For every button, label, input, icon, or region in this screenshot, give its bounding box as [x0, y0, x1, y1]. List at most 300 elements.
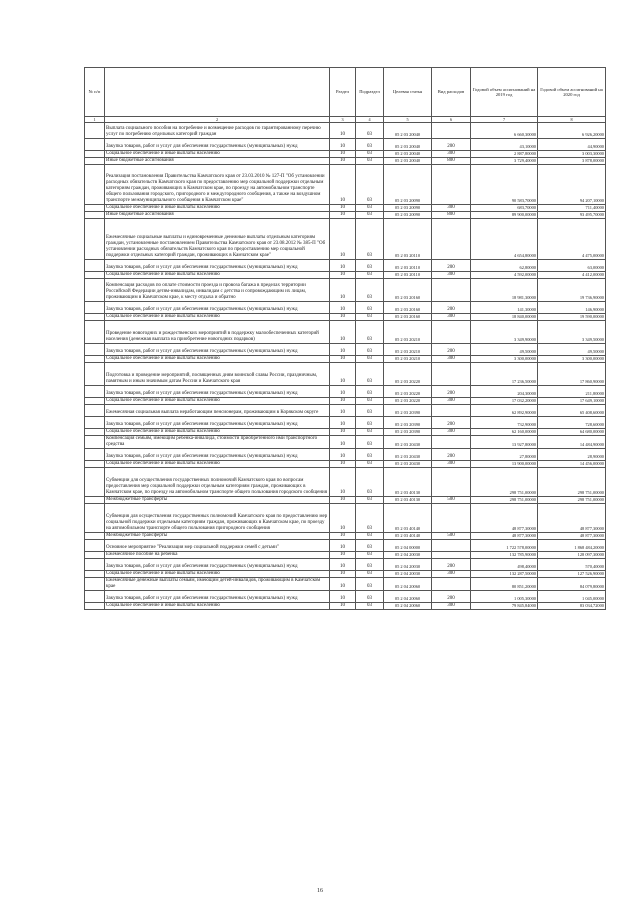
row-num-cell: [85, 571, 105, 578]
row-sum-2019-cell: 204,30000: [471, 386, 538, 398]
row-sum-2019-cell: 498,40000: [471, 559, 538, 571]
row-name-cell: Межбюджетные трансферты: [105, 497, 330, 504]
row-name-cell: Иные бюджетные ассигнования: [105, 212, 330, 219]
row-target-cell: 05 2 04 20030: [384, 552, 432, 559]
row-vid-cell: 300: [432, 314, 471, 321]
table-row: [85, 279, 606, 302]
row-podrazdel-cell: 03: [356, 571, 384, 578]
row-sum-2019-cell: 3 729,40000: [471, 158, 538, 165]
row-razdel-cell: 10: [330, 578, 356, 591]
header-target: Целевая статья: [384, 68, 432, 117]
row-vid-cell: [432, 504, 471, 533]
row-name-cell: Компенсация расходов по оплате стоимости проезда и провоза багажа в пределах территории Российской Федерации детям-инвалидам, инвалидам с детства и сопровождающим их лицам, проживающим в Камчатском крае, к месту отдыха и обратно: [105, 279, 330, 302]
row-sum-2019-cell: 48 877,30000: [471, 504, 538, 533]
row-sum-2020-cell: 728,60000: [538, 417, 606, 429]
row-sum-2020-cell: 146,90000: [538, 302, 606, 314]
row-podrazdel-cell: 03: [356, 468, 384, 497]
row-target-cell: 05 2 03 20430: [384, 461, 432, 468]
row-razdel-cell: 10: [330, 398, 356, 405]
row-sum-2020-cell: 19 736,90000: [538, 279, 606, 302]
row-razdel-cell: 10: [330, 321, 356, 344]
row-name-cell: Социальное обеспечение и иные выплаты населению: [105, 398, 330, 405]
row-name-cell: Закупка товаров, работ и услуг для обеспечения государственных (муниципальных) нужд: [105, 559, 330, 571]
row-num-cell: [85, 363, 105, 386]
row-name-cell: Социальное обеспечение и иные выплаты населению: [105, 205, 330, 212]
row-name-cell: Закупка товаров, работ и услуг для обеспечения государственных (муниципальных) нужд: [105, 260, 330, 272]
row-podrazdel-cell: 03: [356, 559, 384, 571]
row-target-cell: 05 2 03 20110: [384, 272, 432, 279]
row-podrazdel-cell: 03: [356, 321, 384, 344]
row-sum-2019-cell: 4 592,00000: [471, 272, 538, 279]
row-vid-cell: 300: [432, 272, 471, 279]
row-sum-2019-cell: 298 751,00000: [471, 468, 538, 497]
row-name-cell: Закупка товаров, работ и услуг для обеспечения государственных (муниципальных) нужд: [105, 302, 330, 314]
row-podrazdel-cell: 03: [356, 504, 384, 533]
row-podrazdel-cell: 03: [356, 386, 384, 398]
row-name-cell: Закупка товаров, работ и услуг для обеспечения государственных (муниципальных) нужд: [105, 417, 330, 429]
row-num-cell: [85, 429, 105, 436]
row-sum-2019-cell: 62,80000: [471, 260, 538, 272]
row-razdel-cell: 10: [330, 386, 356, 398]
row-num-cell: [85, 603, 105, 610]
table-row: [85, 468, 606, 497]
row-sum-2020-cell: 298 751,00000: [538, 468, 606, 497]
row-razdel-cell: 10: [330, 123, 356, 139]
row-sum-2020-cell: 64 680,00000: [538, 429, 606, 436]
row-razdel-cell: 10: [330, 260, 356, 272]
row-podrazdel-cell: 03: [356, 449, 384, 461]
row-sum-2020-cell: 93 495,70000: [538, 212, 606, 219]
column-number: 4: [356, 117, 384, 123]
row-razdel-cell: 10: [330, 603, 356, 610]
table-row: [85, 497, 606, 504]
row-sum-2020-cell: 127 526,90000: [538, 571, 606, 578]
row-razdel-cell: 10: [330, 449, 356, 461]
row-num-cell: [85, 497, 105, 504]
row-target-cell: 05 2 03 20110: [384, 260, 432, 272]
row-vid-cell: 300: [432, 205, 471, 212]
row-sum-2019-cell: 17 032,20000: [471, 398, 538, 405]
row-num-cell: [85, 540, 105, 552]
table-row: [85, 363, 606, 386]
table-row: [85, 578, 606, 591]
row-sum-2020-cell: 3 349,50000: [538, 321, 606, 344]
row-razdel-cell: 10: [330, 405, 356, 417]
row-num-cell: [85, 260, 105, 272]
row-razdel-cell: 10: [330, 417, 356, 429]
table-row: [85, 405, 606, 417]
table-row: [85, 436, 606, 449]
row-sum-2020-cell: 17 649,10000: [538, 398, 606, 405]
row-target-cell: 05 2 03 40140: [384, 533, 432, 540]
row-vid-cell: 300: [432, 398, 471, 405]
row-podrazdel-cell: 03: [356, 151, 384, 158]
table-row: [85, 461, 606, 468]
table-row: [85, 571, 606, 578]
row-sum-2019-cell: 48 877,30000: [471, 533, 538, 540]
row-vid-cell: 200: [432, 302, 471, 314]
row-target-cell: 05 2 03 20040: [384, 123, 432, 139]
row-razdel-cell: 10: [330, 314, 356, 321]
row-podrazdel-cell: 03: [356, 272, 384, 279]
row-razdel-cell: 10: [330, 571, 356, 578]
row-name-cell: Выплата социального пособия на погребение и возмещение расходов по гарантированному перечню услуг по погребению отдельных категорий граждан: [105, 123, 330, 139]
row-target-cell: 05 2 04 20030: [384, 571, 432, 578]
table-row: [85, 504, 606, 533]
row-name-cell: Социальное обеспечение и иные выплаты населению: [105, 356, 330, 363]
row-target-cell: 05 2 03 20040: [384, 139, 432, 151]
row-razdel-cell: 10: [330, 272, 356, 279]
row-sum-2019-cell: 683,70000: [471, 205, 538, 212]
table-row: [85, 552, 606, 559]
row-target-cell: 05 2 03 40130: [384, 497, 432, 504]
row-sum-2020-cell: 128 097,30000: [538, 552, 606, 559]
header-sum-2020: Годовой объем ассигнований на 2020 год: [538, 68, 606, 117]
row-name-cell: Социальное обеспечение и иные выплаты населению: [105, 571, 330, 578]
row-podrazdel-cell: 03: [356, 429, 384, 436]
row-num-cell: [85, 449, 105, 461]
row-sum-2019-cell: 141,30000: [471, 302, 538, 314]
row-target-cell: 05 2 03 40130: [384, 468, 432, 497]
row-target-cell: 05 2 03 20040: [384, 158, 432, 165]
row-sum-2020-cell: 711,40000: [538, 205, 606, 212]
row-name-cell: Проведение новогодних и рождественских мероприятий в поддержку малообеспеченных категорий населения (денежная выплата на приобретение новогодних подарков): [105, 321, 330, 344]
row-podrazdel-cell: 03: [356, 461, 384, 468]
table-row: [85, 302, 606, 314]
row-razdel-cell: 10: [330, 468, 356, 497]
row-sum-2020-cell: 14 484,90000: [538, 436, 606, 449]
row-num-cell: [85, 219, 105, 260]
row-num-cell: [85, 314, 105, 321]
row-vid-cell: [432, 552, 471, 559]
table-row: [85, 417, 606, 429]
row-sum-2020-cell: 6 926,20000: [538, 123, 606, 139]
row-vid-cell: 200: [432, 417, 471, 429]
row-name-cell: Реализация постановления Правительства Камчатского края от 23.03.2010 № 127-П "Об установлении расходных обязательств Камчатского края по предоставлению мер социальной поддержки отдельным категориям граждан, проживающих в Камчатском крае, по проезду на автомобильном транспорте общего пользования городского, пригородного и междугородного сообщения, а также на воздушном транспорте межмуниципального сообщения в Камчатском крае": [105, 165, 330, 205]
row-num-cell: [85, 559, 105, 571]
row-name-cell: Социальное обеспечение и иные выплаты населению: [105, 151, 330, 158]
row-vid-cell: 300: [432, 603, 471, 610]
row-razdel-cell: 10: [330, 165, 356, 205]
row-target-cell: 05 2 04 20060: [384, 603, 432, 610]
row-name-cell: Компенсация семьям, имеющим ребенка-инвалида, стоимости приобретенного ими транспортного средства: [105, 436, 330, 449]
row-vid-cell: 500: [432, 533, 471, 540]
column-number: 3: [330, 117, 356, 123]
row-sum-2020-cell: 298 751,00000: [538, 497, 606, 504]
row-num-cell: [85, 468, 105, 497]
row-sum-2019-cell: 6 660,30000: [471, 123, 538, 139]
row-sum-2019-cell: 80 851,20000: [471, 578, 538, 591]
row-name-cell: Закупка товаров, работ и услуг для обеспечения государственных (муниципальных) нужд: [105, 449, 330, 461]
row-razdel-cell: 10: [330, 344, 356, 356]
header-name: [105, 68, 330, 117]
row-vid-cell: [432, 321, 471, 344]
row-sum-2019-cell: 17 236,50000: [471, 363, 538, 386]
row-sum-2020-cell: 3 300,00000: [538, 356, 606, 363]
row-num-cell: [85, 504, 105, 533]
row-sum-2020-cell: 4 475,00000: [538, 219, 606, 260]
table-row: [85, 260, 606, 272]
row-razdel-cell: 10: [330, 552, 356, 559]
row-podrazdel-cell: 03: [356, 279, 384, 302]
row-num-cell: [85, 436, 105, 449]
row-vid-cell: [432, 363, 471, 386]
row-name-cell: Социальное обеспечение и иные выплаты населению: [105, 314, 330, 321]
row-vid-cell: 300: [432, 151, 471, 158]
row-razdel-cell: 10: [330, 139, 356, 151]
header-num: № п/п: [85, 68, 105, 117]
table-row: [85, 165, 606, 205]
row-target-cell: 05 2 03 20110: [384, 219, 432, 260]
table-row: [85, 559, 606, 571]
row-podrazdel-cell: 03: [356, 139, 384, 151]
row-sum-2019-cell: 62 892,90000: [471, 405, 538, 417]
row-sum-2019-cell: 4 654,80000: [471, 219, 538, 260]
row-target-cell: 05 2 03 20390: [384, 405, 432, 417]
row-name-cell: Закупка товаров, работ и услуг для обеспечения государственных (муниципальных) нужд: [105, 344, 330, 356]
row-vid-cell: 200: [432, 591, 471, 603]
row-vid-cell: [432, 405, 471, 417]
row-target-cell: 05 2 04 20060: [384, 578, 432, 591]
row-sum-2020-cell: 3 878,00000: [538, 158, 606, 165]
row-name-cell: Социальное обеспечение и иные выплаты населению: [105, 461, 330, 468]
table-row: [85, 344, 606, 356]
row-sum-2020-cell: 84 079,80000: [538, 578, 606, 591]
table-body: [85, 123, 606, 610]
row-sum-2019-cell: 132 785,90000: [471, 552, 538, 559]
row-sum-2020-cell: 570,40000: [538, 559, 606, 571]
row-num-cell: [85, 321, 105, 344]
row-target-cell: 05 2 03 20210: [384, 356, 432, 363]
row-sum-2020-cell: 14 456,00000: [538, 461, 606, 468]
table-row: [85, 219, 606, 260]
row-podrazdel-cell: 03: [356, 398, 384, 405]
table-row: [85, 591, 606, 603]
header-razdel: Раздел: [330, 68, 356, 117]
row-target-cell: 05 2 03 20160: [384, 279, 432, 302]
row-target-cell: 05 2 03 20220: [384, 398, 432, 405]
row-vid-cell: 200: [432, 260, 471, 272]
table-row: [85, 540, 606, 552]
row-target-cell: 05 2 03 40140: [384, 504, 432, 533]
column-number: 2: [105, 117, 330, 123]
row-sum-2020-cell: 4 412,00000: [538, 272, 606, 279]
table-row: [85, 533, 606, 540]
row-target-cell: 05 2 04 00000: [384, 540, 432, 552]
table-row: [85, 398, 606, 405]
row-num-cell: [85, 405, 105, 417]
table-row: [85, 151, 606, 158]
row-sum-2019-cell: 132 287,50000: [471, 571, 538, 578]
row-num-cell: [85, 417, 105, 429]
row-target-cell: 05 2 03 20090: [384, 205, 432, 212]
row-podrazdel-cell: 03: [356, 603, 384, 610]
row-target-cell: 05 2 03 20220: [384, 363, 432, 386]
row-name-cell: Социальное обеспечение и иные выплаты населению: [105, 272, 330, 279]
row-razdel-cell: 10: [330, 151, 356, 158]
row-podrazdel-cell: 03: [356, 123, 384, 139]
row-razdel-cell: 10: [330, 356, 356, 363]
row-sum-2019-cell: 298 751,00000: [471, 497, 538, 504]
row-vid-cell: 200: [432, 559, 471, 571]
row-vid-cell: 300: [432, 461, 471, 468]
row-vid-cell: [432, 165, 471, 205]
row-target-cell: 05 2 03 20090: [384, 165, 432, 205]
row-podrazdel-cell: 03: [356, 219, 384, 260]
row-podrazdel-cell: 03: [356, 205, 384, 212]
row-num-cell: [85, 591, 105, 603]
row-sum-2020-cell: 94 207,10000: [538, 165, 606, 205]
table-row: [85, 314, 606, 321]
row-num-cell: [85, 212, 105, 219]
row-razdel-cell: 10: [330, 279, 356, 302]
row-sum-2020-cell: 1 045,00000: [538, 591, 606, 603]
row-razdel-cell: 10: [330, 302, 356, 314]
row-num-cell: [85, 158, 105, 165]
row-sum-2019-cell: 3 300,00000: [471, 356, 538, 363]
row-razdel-cell: 10: [330, 591, 356, 603]
row-podrazdel-cell: 03: [356, 552, 384, 559]
row-target-cell: 05 2 03 20390: [384, 429, 432, 436]
row-sum-2020-cell: 3 003,30000: [538, 151, 606, 158]
row-num-cell: [85, 461, 105, 468]
row-sum-2020-cell: 48 877,30000: [538, 504, 606, 533]
table-header-row: [85, 68, 606, 117]
row-target-cell: 05 2 03 20430: [384, 436, 432, 449]
row-target-cell: 05 2 03 20040: [384, 151, 432, 158]
row-razdel-cell: 10: [330, 219, 356, 260]
row-num-cell: [85, 139, 105, 151]
row-name-cell: Иные бюджетные ассигнования: [105, 158, 330, 165]
row-target-cell: 05 2 03 20430: [384, 449, 432, 461]
row-target-cell: 05 2 03 20210: [384, 321, 432, 344]
page-number: 16: [317, 888, 323, 894]
row-target-cell: 05 2 04 20030: [384, 559, 432, 571]
row-sum-2020-cell: 28,90000: [538, 449, 606, 461]
row-vid-cell: 800: [432, 158, 471, 165]
row-sum-2019-cell: 1 722 578,00000: [471, 540, 538, 552]
row-sum-2019-cell: 732,90000: [471, 417, 538, 429]
row-podrazdel-cell: 03: [356, 363, 384, 386]
row-razdel-cell: 10: [330, 559, 356, 571]
table-row: [85, 449, 606, 461]
row-sum-2019-cell: 62 160,00000: [471, 429, 538, 436]
row-num-cell: [85, 386, 105, 398]
row-sum-2019-cell: 27,80000: [471, 449, 538, 461]
row-podrazdel-cell: 03: [356, 356, 384, 363]
row-name-cell: Ежемесячные денежные выплаты семьям, имеющим детей-инвалидов, проживающим в Камчатском крае: [105, 578, 330, 591]
row-podrazdel-cell: 03: [356, 314, 384, 321]
row-num-cell: [85, 272, 105, 279]
row-sum-2020-cell: 44,90000: [538, 139, 606, 151]
table-row: [85, 212, 606, 219]
row-name-cell: Закупка товаров, работ и услуг для обеспечения государственных (муниципальных) нужд: [105, 591, 330, 603]
row-name-cell: Ежемесячные социальные выплаты и единовременные денежные выплаты отдельным категориям граждан, установленные постановлением Правительства Камчатского края от 23.08.2012 № 385-П "Об установлении расходных обязательств Камчатского края по предоставлению мер социальной поддержки отдельных категорий граждан, проживающих в Камчатском крае": [105, 219, 330, 260]
row-sum-2019-cell: 90 583,70000: [471, 165, 538, 205]
row-razdel-cell: 10: [330, 497, 356, 504]
table-row: [85, 272, 606, 279]
row-name-cell: Подготовка и проведение мероприятий, посвященных дням воинской славы России, праздничным, памятным и иным значимым датам России и Камчатского края: [105, 363, 330, 386]
row-num-cell: [85, 151, 105, 158]
row-sum-2019-cell: 49,50000: [471, 344, 538, 356]
row-sum-2019-cell: 18 981,30000: [471, 279, 538, 302]
row-razdel-cell: 10: [330, 504, 356, 533]
row-razdel-cell: 10: [330, 205, 356, 212]
row-vid-cell: [432, 540, 471, 552]
table-row: [85, 123, 606, 139]
row-vid-cell: [432, 219, 471, 260]
row-num-cell: [85, 552, 105, 559]
row-podrazdel-cell: 03: [356, 540, 384, 552]
row-vid-cell: 300: [432, 571, 471, 578]
row-target-cell: 05 2 03 20160: [384, 302, 432, 314]
table-row: [85, 205, 606, 212]
row-sum-2019-cell: 13 900,00000: [471, 461, 538, 468]
table-row: [85, 386, 606, 398]
row-name-cell: Закупка товаров, работ и услуг для обеспечения государственных (муниципальных) нужд: [105, 386, 330, 398]
row-sum-2019-cell: 89 900,00000: [471, 212, 538, 219]
row-name-cell: Социальное обеспечение и иные выплаты населению: [105, 603, 330, 610]
row-target-cell: 05 2 03 20160: [384, 314, 432, 321]
row-name-cell: Межбюджетные трансферты: [105, 533, 330, 540]
row-name-cell: Основное мероприятие "Реализация мер социальной поддержки семей с детьми": [105, 540, 330, 552]
row-podrazdel-cell: 03: [356, 405, 384, 417]
row-vid-cell: 200: [432, 139, 471, 151]
column-number: 8: [538, 117, 606, 123]
row-vid-cell: 300: [432, 356, 471, 363]
column-number: 1: [85, 117, 105, 123]
table-row: [85, 158, 606, 165]
row-podrazdel-cell: 03: [356, 497, 384, 504]
row-podrazdel-cell: 03: [356, 578, 384, 591]
row-num-cell: [85, 344, 105, 356]
row-vid-cell: 200: [432, 449, 471, 461]
row-sum-2019-cell: 3 349,90000: [471, 321, 538, 344]
row-num-cell: [85, 578, 105, 591]
row-sum-2020-cell: 19 590,00000: [538, 314, 606, 321]
table-row: [85, 139, 606, 151]
table-row: [85, 321, 606, 344]
row-podrazdel-cell: 03: [356, 212, 384, 219]
row-sum-2020-cell: 17 860,90000: [538, 363, 606, 386]
column-number: 7: [471, 117, 538, 123]
row-sum-2019-cell: 79 845,84000: [471, 603, 538, 610]
column-number: 6: [432, 117, 471, 123]
row-name-cell: Субвенции для осуществления государственных полномочий Камчатского края по вопросам предоставления мер социальной поддержки отдельным категориям граждан, проживающих в Камчатском крае, по проезду на автомобильном транспорте общего пользования городского сообщения: [105, 468, 330, 497]
row-sum-2019-cell: 13 927,80000: [471, 436, 538, 449]
row-sum-2020-cell: 211,80000: [538, 386, 606, 398]
row-vid-cell: [432, 279, 471, 302]
row-podrazdel-cell: 03: [356, 165, 384, 205]
row-vid-cell: [432, 578, 471, 591]
row-vid-cell: 500: [432, 497, 471, 504]
row-num-cell: [85, 302, 105, 314]
row-num-cell: [85, 123, 105, 139]
row-vid-cell: [432, 123, 471, 139]
row-sum-2020-cell: 83 034,72000: [538, 603, 606, 610]
row-podrazdel-cell: 03: [356, 436, 384, 449]
row-sum-2020-cell: 48 877,30000: [538, 533, 606, 540]
row-razdel-cell: 10: [330, 363, 356, 386]
row-target-cell: 05 2 03 20090: [384, 212, 432, 219]
row-target-cell: 05 2 04 20060: [384, 591, 432, 603]
row-vid-cell: [432, 436, 471, 449]
row-podrazdel-cell: 03: [356, 533, 384, 540]
row-vid-cell: 800: [432, 212, 471, 219]
row-sum-2020-cell: 63,00000: [538, 260, 606, 272]
row-podrazdel-cell: 03: [356, 591, 384, 603]
row-razdel-cell: 10: [330, 158, 356, 165]
